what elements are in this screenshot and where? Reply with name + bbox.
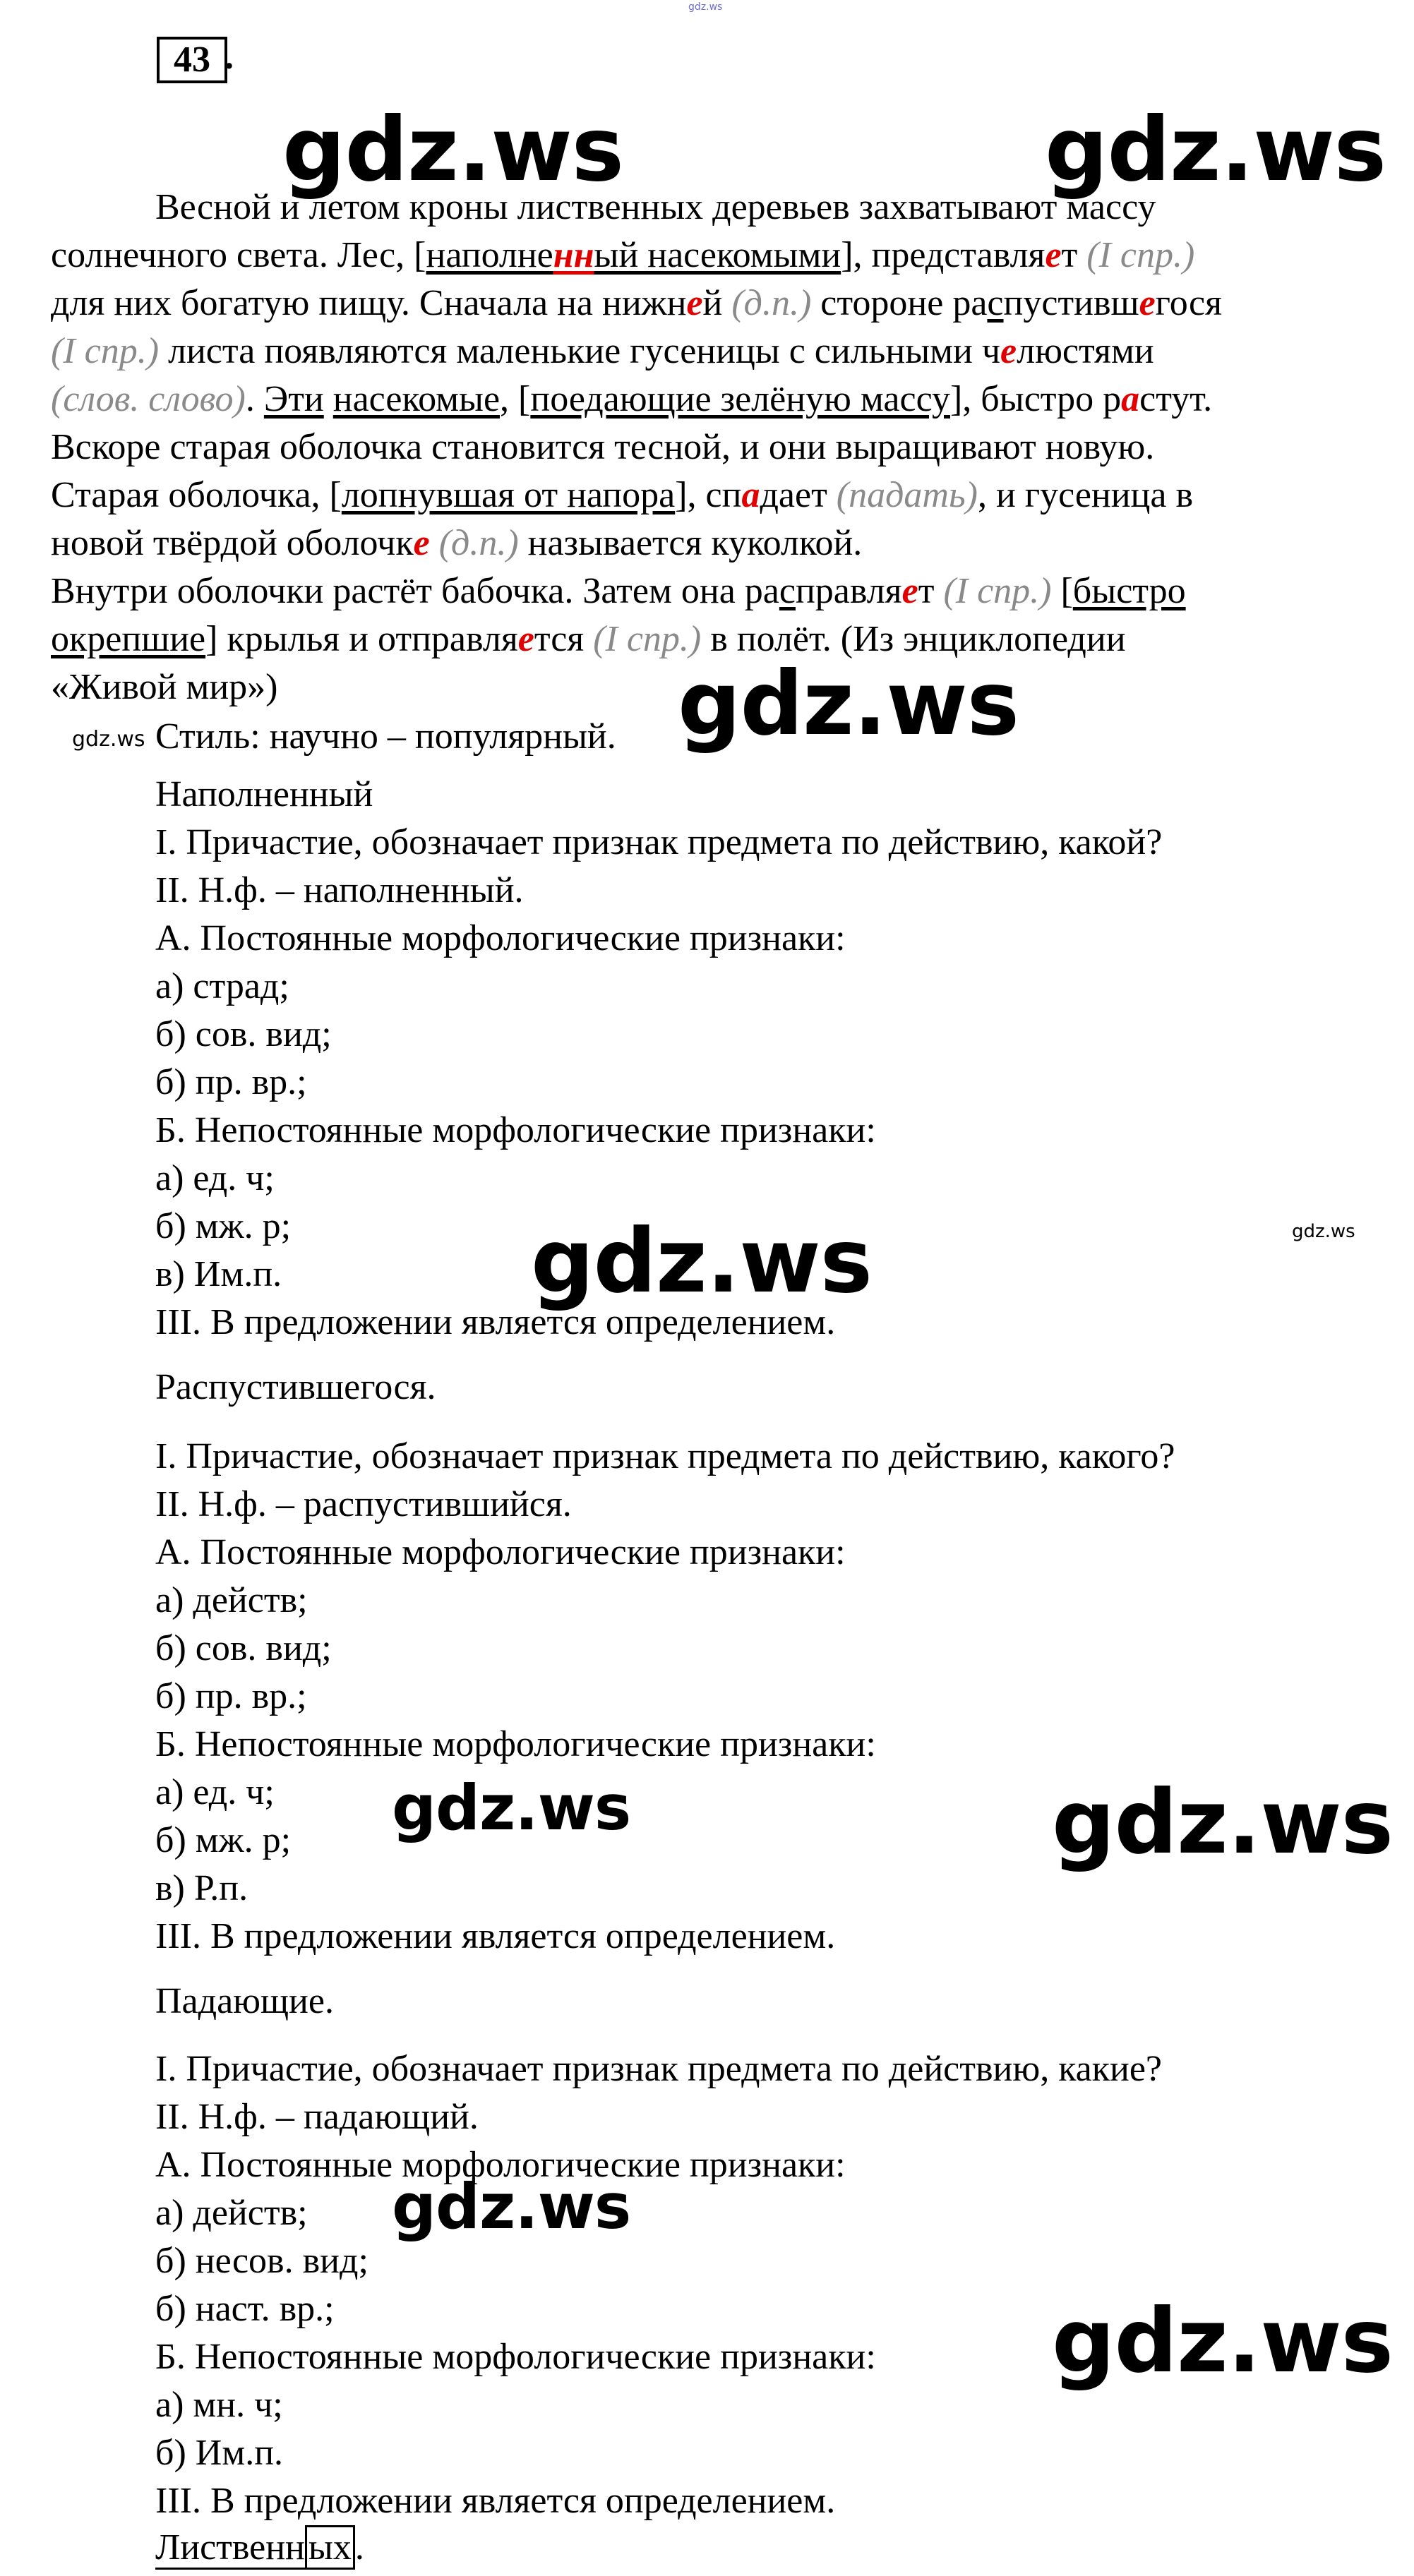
analysis-line: а) мн. ч; [155,2385,283,2425]
analysis-line: б) мж. р; [155,1820,292,1860]
analysis-line: б) наст. вр.; [155,2289,335,2329]
analysis-word: Распустившегося. [155,1367,436,1407]
analysis-line: б) мж. р; [155,1206,292,1246]
analysis-word: Наполненный [155,774,373,814]
watermark-tiny: gdz.ws [688,1,723,13]
analysis-line: а) ед. ч; [155,1772,275,1812]
analysis-line: А. Постоянные морфологические признаки: [155,2145,846,2185]
text-line: Весной и летом кроны лиственных деревьев захватывают массу [155,187,1156,227]
word-ending: ых [305,2525,355,2570]
analysis-line: б) Им.п. [155,2433,284,2473]
watermark: gdz.ws [282,99,624,201]
analysis-line: а) страд; [155,966,289,1006]
analysis-line: б) несов. вид; [155,2241,369,2281]
exercise-number: 43 [157,37,227,83]
exercise-number-dot: . [224,37,234,77]
analysis-line: III. В предложении является определением. [155,1916,836,1956]
text-line: Внутри оболочки растёт бабочка. Затем она расправляет (I спр.) [быстро [51,571,1186,611]
word-dot: . [354,2527,364,2568]
watermark: gdz.ws [1052,1771,1394,1874]
watermark: gdz.ws [1052,2290,1394,2393]
text-line: солнечного света. Лес, [наполненный насекомыми], представляет (I спр.) [51,235,1195,275]
analysis-line: а) действ; [155,2193,308,2233]
text-line: для них богатую пищу. Сначала на нижней (д.п.) стороне распустившегося [51,283,1222,323]
text-line: окрепшие] крылья и отправляется (I спр.) в полёт. (Из энциклопедии [51,619,1126,659]
watermark: gdz.ws [531,1210,873,1313]
analysis-word: Падающие. [155,1981,334,2021]
analysis-line: I. Причастие, обозначает признак предмета по действию, какие? [155,2049,1163,2089]
analysis-line: А. Постоянные морфологические признаки: [155,1532,846,1572]
analysis-line: б) пр. вр.; [155,1676,307,1716]
watermark-small: gdz.ws [72,727,145,752]
analysis-line: Б. Непостоянные морфологические признаки: [155,2337,876,2377]
analysis-line: II. Н.ф. – распустившийся. [155,1484,572,1524]
analysis-line: III. В предложении является определением. [155,2481,836,2521]
analysis-line: А. Постоянные морфологические признаки: [155,918,846,958]
analysis-line: а) действ; [155,1580,308,1620]
text-line: (I спр.) листа появляются маленькие гусеницы с сильными челюстями [51,331,1154,371]
text-line: (слов. слово). Эти насекомые, [поедающие зелёную массу], быстро растут. [51,379,1213,419]
text-line: новой твёрдой оболочке (д.п.) называется куколкой. [51,523,863,563]
word-stem: Лиственн [155,2527,305,2570]
watermark: gdz.ws [392,2170,631,2243]
analysis-line: б) сов. вид; [155,1628,332,1668]
watermark: gdz.ws [392,1771,631,1844]
watermark-small: gdz.ws [1292,1221,1355,1242]
watermark: gdz.ws [1045,99,1386,201]
analysis-line: Б. Непостоянные морфологические признаки: [155,1724,876,1764]
analysis-line: I. Причастие, обозначает признак предмета по действию, какой? [155,822,1163,862]
analysis-line: II. Н.ф. – наполненный. [155,870,524,910]
analysis-line: II. Н.ф. – падающий. [155,2097,479,2137]
analysis-line: III. В предложении является определением. [155,1302,836,1342]
last-word [155,2525,364,2570]
style-line: Стиль: научно – популярный. [155,716,616,757]
analysis-line: а) ед. ч; [155,1158,275,1198]
text-line: Вскоре старая оболочка становится тесной, и они выращивают новую. [51,427,1155,467]
analysis-line: I. Причастие, обозначает признак предмета по действию, какого? [155,1436,1175,1476]
watermark: gdz.ws [678,653,1019,755]
analysis-line: в) Им.п. [155,1254,282,1294]
analysis-line: б) сов. вид; [155,1014,332,1054]
analysis-line: б) пр. вр.; [155,1062,307,1102]
analysis-line: в) Р.п. [155,1868,248,1908]
analysis-line: Б. Непостоянные морфологические признаки: [155,1110,876,1150]
text-line: Старая оболочка, [лопнувшая от напора], спадает (падать), и гусеница в [51,475,1194,515]
text-line: «Живой мир») [51,667,278,707]
